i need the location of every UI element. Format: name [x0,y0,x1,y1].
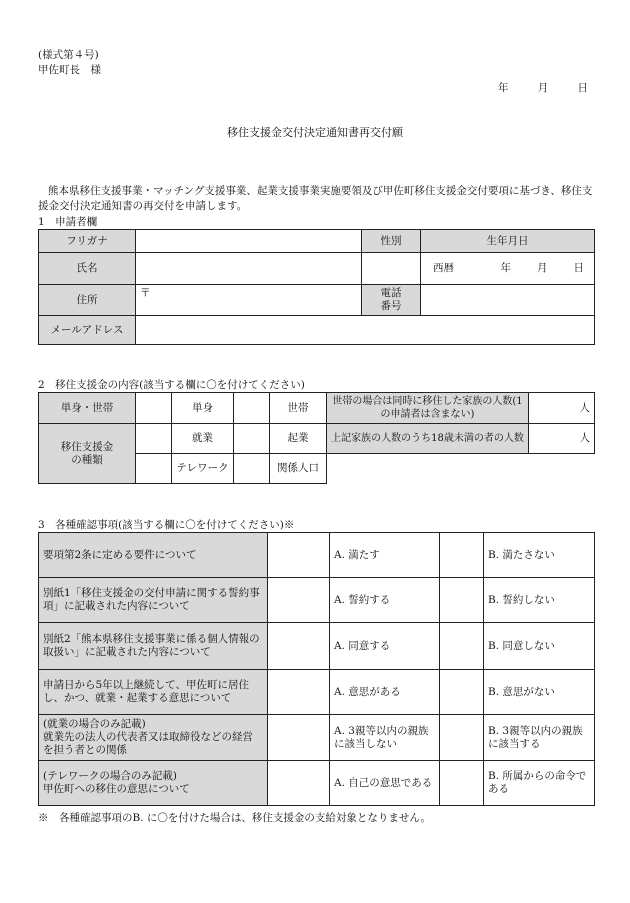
employment-label: 就業 [172,424,234,454]
confirmation-row [39,623,595,670]
addressee: 甲佐町長 様 [38,64,101,76]
option-b-check[interactable] [440,761,484,806]
email-field[interactable] [136,316,595,345]
name-label: 氏名 [39,253,136,285]
intro-paragraph: 熊本県移住支援事業・マッチング支援事業、起業支援事業実施要領及び甲佐町移住支援金交付要項に基づき、移住支援金交付決定通知書の再交付を申請します。 [38,185,593,212]
phone-label: 電話 番号 [362,285,421,316]
gender-field[interactable] [362,253,421,285]
telework-check[interactable] [136,454,172,484]
birthdate-field[interactable] [421,253,595,285]
support-type-label: 移住支援金 の種類 [39,424,136,484]
birth-day-label: 日 [573,262,584,274]
name-field[interactable] [136,253,362,285]
single-family-label: 単身・世帯 [39,393,136,424]
related-pop-check[interactable] [234,454,270,484]
confirmation-table [38,532,595,806]
option-a-label: A. 自己の意思である [330,761,440,806]
option-a-check[interactable] [268,715,330,761]
section1-heading: 1 申請者欄 [38,216,98,228]
single-check[interactable] [136,393,172,424]
single-label: 単身 [172,393,234,424]
option-b-check[interactable] [440,578,484,623]
option-b-label: B. 満たさない [484,533,595,578]
family-count-label: 世帯の場合は同時に移住した家族の人数(1の申請者は含まない) [327,393,529,424]
family-check[interactable] [234,393,270,424]
seireki-label: 西暦 [433,262,454,274]
gender-label: 性別 [362,230,421,253]
option-b-check[interactable] [440,533,484,578]
postal-mark: 〒 [140,287,151,299]
date-year: 年 [498,82,509,94]
footnote: ※ 各種確認事項のB. に〇を付けた場合は、移住支援金の支給対象となりません。 [38,812,432,824]
birth-year-label: 年 [500,262,511,274]
date-day: 日 [577,82,588,94]
family-label: 世帯 [270,393,327,424]
email-label: メールアドレス [39,316,136,345]
birthdate-label: 生年月日 [421,230,595,253]
option-a-label: A. 3親等以内の親族に該当しない [330,715,440,761]
under18-unit: 人 [579,432,590,444]
option-a-label: A. 誓約する [330,578,440,623]
form-number: (様式第４号) [38,49,99,61]
confirmation-row [39,761,595,806]
date-line [498,80,588,95]
birth-month-label: 月 [537,262,548,274]
option-b-check[interactable] [440,670,484,715]
option-b-check[interactable] [440,623,484,670]
under18-field[interactable] [529,424,595,454]
confirmation-row [39,533,595,578]
applicant-table [38,229,595,345]
option-b-label: B. 所属からの命令である [484,761,595,806]
furigana-field[interactable] [136,230,362,253]
startup-label: 起業 [270,424,327,454]
option-a-check[interactable] [268,623,330,670]
confirmation-item-label: (テレワークの場合のみ記載) 甲佐町への移住の意思について [39,761,268,806]
startup-check[interactable] [234,424,270,454]
address-field[interactable] [136,285,362,316]
section2-heading: 2 移住支援金の内容(該当する欄に〇を付けてください) [38,379,305,391]
date-month: 月 [537,82,549,94]
option-a-label: A. 同意する [330,623,440,670]
option-b-label: B. 意思がない [484,670,595,715]
related-pop-label: 関係人口 [270,454,327,484]
phone-field[interactable] [421,285,595,316]
option-a-label: A. 満たす [330,533,440,578]
document-title: 移住支援金交付決定通知書再交付願 [227,126,403,139]
furigana-label: フリガナ [39,230,136,253]
support-content-table [38,392,595,484]
confirmation-item-label: 申請日から5年以上継続して、甲佐町に居住し、かつ、就業・起業する意思について [39,670,268,715]
confirmation-item-label: 別紙1「移住支援金の交付申請に関する誓約事項」に記載された内容について [39,578,268,623]
employment-check[interactable] [136,424,172,454]
confirmation-item-label: (就業の場合のみ記載) 就業先の法人の代表者又は取締役などの経営を担う者との関係 [39,715,268,761]
option-b-label: B. 誓約しない [484,578,595,623]
option-b-check[interactable] [440,715,484,761]
empty-area [327,454,595,484]
confirmation-row [39,578,595,623]
under18-label: 上記家族の人数のうち18歳未満の者の人数 [327,424,529,454]
option-a-label: A. 意思がある [330,670,440,715]
option-a-check[interactable] [268,533,330,578]
option-b-label: B. 同意しない [484,623,595,670]
section3-heading: 3 各種確認事項(該当する欄に〇を付けてください)※ [38,519,295,531]
confirmation-item-label: 別紙2「熊本県移住支援事業に係る個人情報の取扱い」に記載された内容について [39,623,268,670]
option-b-label: B. 3親等以内の親族に該当する [484,715,595,761]
confirmation-row [39,670,595,715]
option-a-check[interactable] [268,761,330,806]
address-label: 住所 [39,285,136,316]
confirmation-item-label: 要項第2条に定める要件について [39,533,268,578]
confirmation-row [39,715,595,761]
family-count-unit: 人 [579,401,590,414]
option-a-check[interactable] [268,670,330,715]
family-count-field[interactable] [529,393,595,424]
option-a-check[interactable] [268,578,330,623]
telework-label: テレワーク [172,454,234,484]
